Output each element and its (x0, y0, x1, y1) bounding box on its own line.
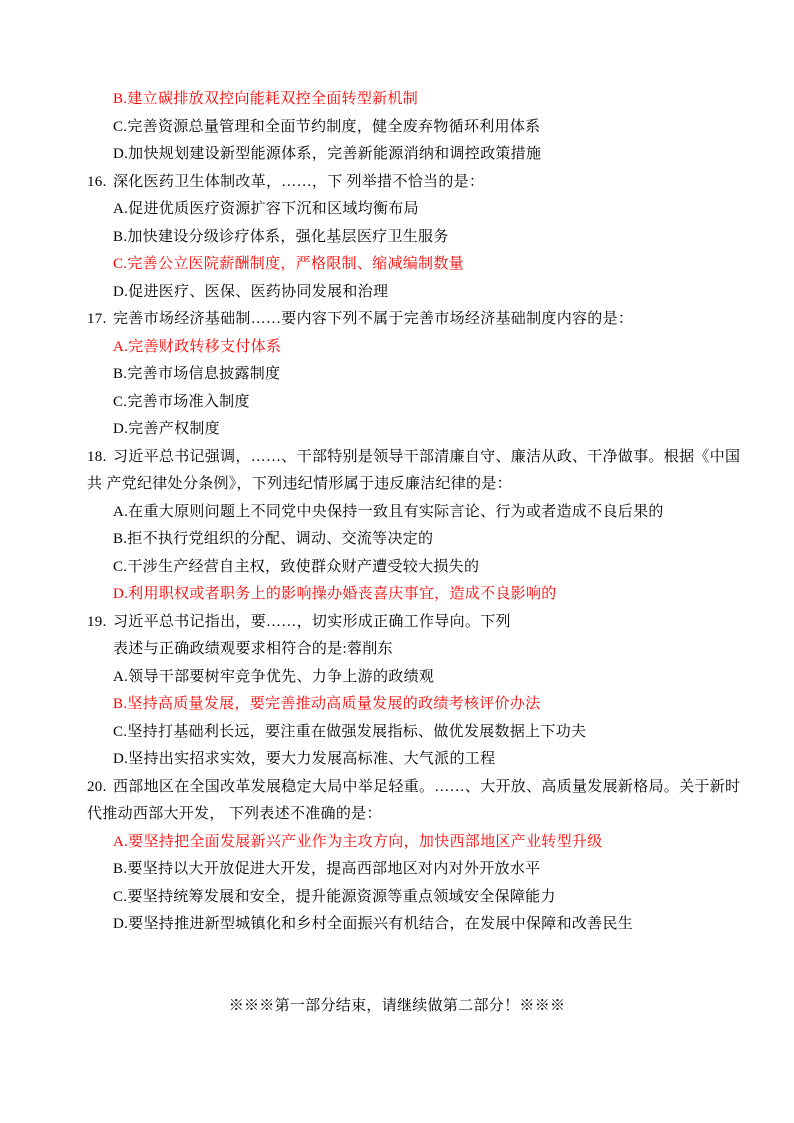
option-line: D.利用职权或者职务上的影响操办婚丧喜庆事宜，造成不良影响的 (113, 586, 557, 602)
question-number: 19. (87, 613, 107, 630)
option-line: B.完善市场信息披露制度 (113, 366, 281, 382)
question-stem-text: 深化医药卫生体制改革，……，下 列举措不恰当的是： (113, 173, 485, 190)
option-line: C.坚持打基础利长远，要注重在做强发展指标、做优发展数据上下功夫 (113, 723, 587, 740)
option-line: B.坚持高质量发展，要完善推动高质量发展的政绩考核评价办法 (113, 696, 541, 712)
question-stem-line: 表述与正确政绩观要求相符合的是:蓉削东 (113, 641, 393, 657)
option-line: D.坚持出实招求实效，要大力发展高标准、大气派的工程 (113, 751, 496, 767)
question-number: 16. (87, 173, 107, 190)
section-end-note: ※※※第一部分结束，请继续做第二部分！※※※ (228, 998, 566, 1014)
option-line: A.完善财政转移支付体系 (113, 338, 282, 355)
option-line: B.加快建设分级诊疗体系，强化基层医疗卫生服务 (113, 228, 449, 245)
question-stem-text: 习近平总书记指出，要……，切实形成正确工作导向。下列 (113, 613, 511, 630)
option-line: A.要坚持把全面发展新兴产业作为主攻方向，加快西部地区产业转型升级 (113, 833, 603, 850)
question-number: 18. (87, 448, 107, 465)
option-line: B.要坚持以大开放促进大开发，提高西部地区对内对外开放水平 (113, 861, 541, 877)
exam-content (0, 86, 794, 939)
question-stem-line (0, 444, 794, 472)
option-line: D.要坚持推进新型城镇化和乡村全面振兴有机结合，在发展中保障和改善民生 (113, 916, 634, 932)
question-stem-line (0, 774, 794, 802)
option-line: A.在重大原则问题上不同党中央保持一致且有实际言论、行为或者造成不良后果的 (113, 503, 664, 520)
option-line: C.完善公立医院薪酬制度，严格限制、缩减编制数量 (113, 256, 464, 272)
option-line: C.完善资源总量管理和全面节约制度，健全废弃物循环利用体系 (113, 118, 541, 135)
question-stem-line: 共 产党纪律处分条例》，下列违纪情形属于违反廉洁纪律的是： (87, 476, 512, 492)
question-stem-line (0, 169, 794, 197)
option-line: D.加快规划建设新型能源体系，完善新能源消纳和调控政策措施 (113, 146, 542, 162)
question-stem-line: 代推动西部大开发， 下列表述不准确的是： (87, 806, 382, 822)
option-line: C.要坚持统筹发展和安全，提升能源资源等重点领域安全保障能力 (113, 888, 556, 905)
question-stem-text: 习近平总书记强调，……、干部特别是领导干部清廉自守、廉洁从政、干净做事。根据《中国 (113, 448, 741, 465)
question-stem-text: 西部地区在全国改革发展稳定大局中举足轻重。……、大开放、高质量发展新格局。关于新时 (113, 778, 741, 795)
option-line: C.干涉生产经营自主权，致使群众财产遭受较大损失的 (113, 558, 480, 575)
option-line: C.完善市场准入制度 (113, 393, 250, 410)
option-line: D.完善产权制度 (113, 421, 220, 437)
option-line: A.领导干部要树牢竞争优先、力争上游的政绩观 (113, 668, 435, 685)
question-stem-line (0, 306, 794, 334)
option-line: D.促进医疗、医保、医药协同发展和治理 (113, 283, 389, 300)
question-number: 17. (87, 311, 107, 327)
option-line: B.拒不执行党组织的分配、调动、交流等决定的 (113, 531, 434, 547)
option-line: A.促进优质医疗资源扩容下沉和区域均衡布局 (113, 201, 419, 217)
question-stem-text: 完善市场经济基础制……要内容下列不属于完善市场经济基础制度内容的是： (113, 311, 634, 327)
question-stem-line (0, 609, 794, 637)
question-number: 20. (87, 778, 107, 795)
option-line: B.建立碳排放双控向能耗双控全面转型新机制 (113, 91, 419, 107)
